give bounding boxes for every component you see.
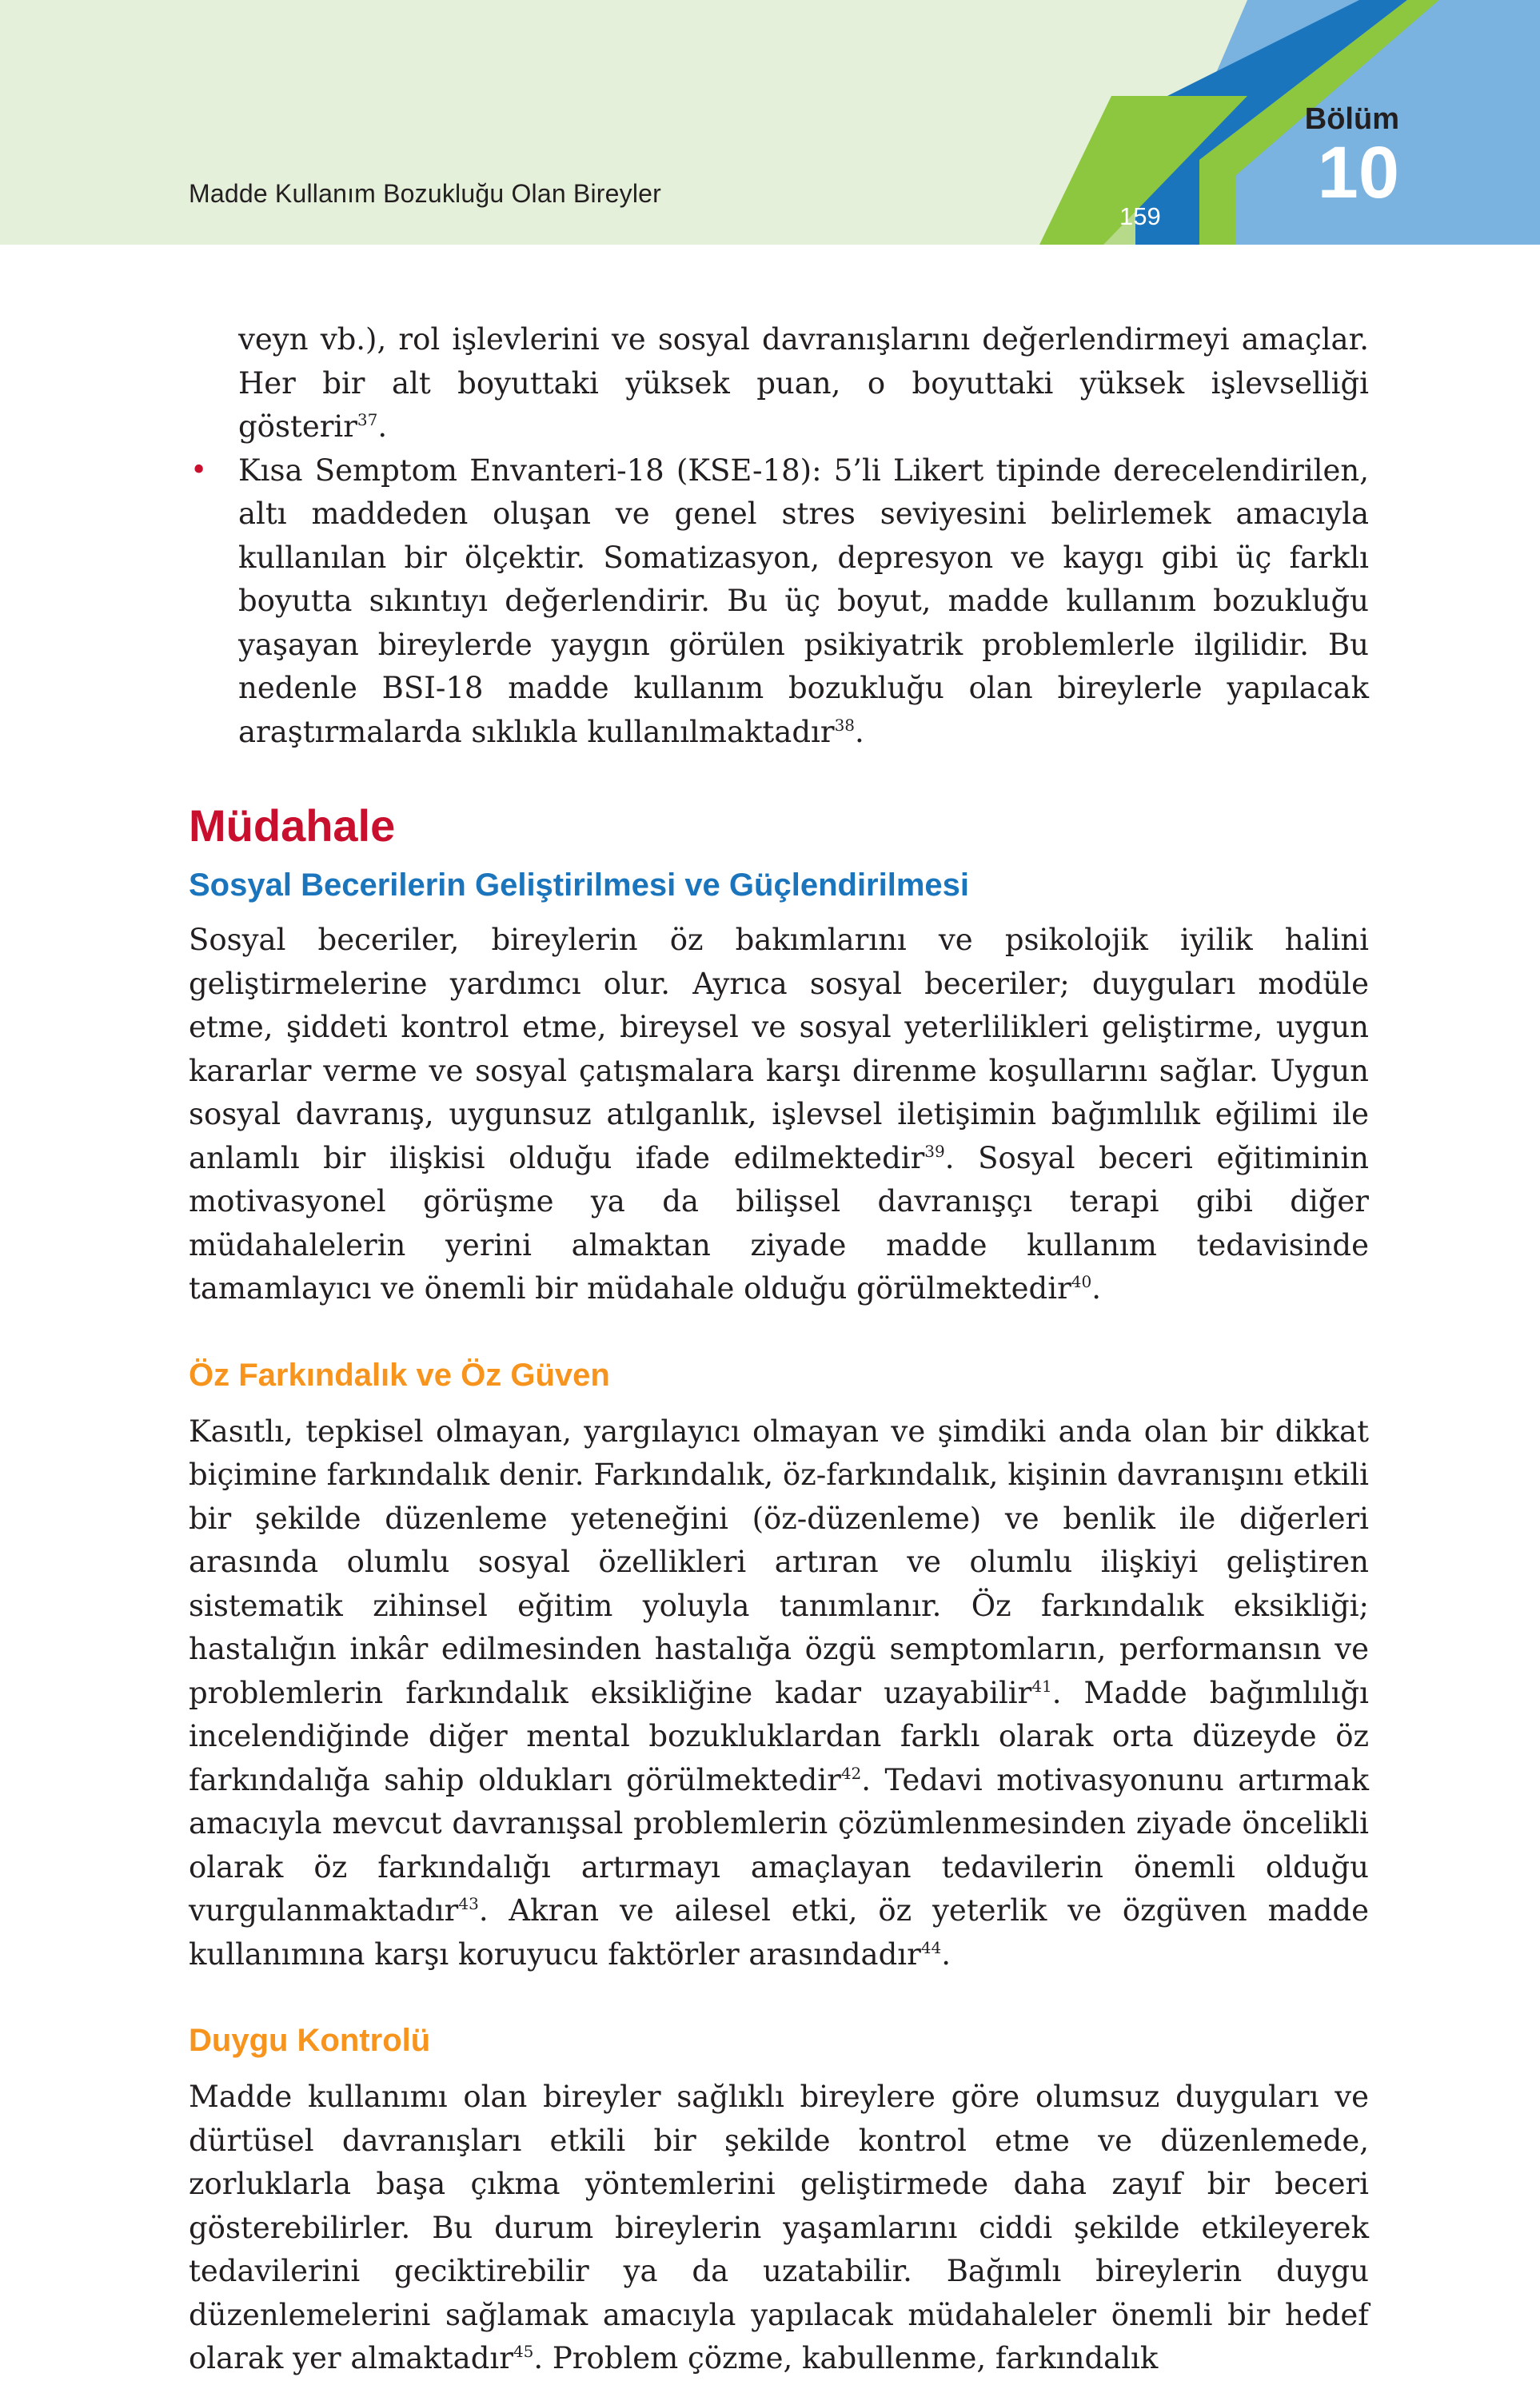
bullet-icon: • — [190, 453, 208, 487]
footnote-ref: 43 — [458, 1894, 479, 1913]
footnote-ref: 37 — [357, 410, 378, 429]
paragraph-social-skills: Sosyal beceriler, bireylerin öz bakımlarını ve psikolojik iyilik halini geliştirmelerine yardımcı olur. Ayrıca sosyal beceriler; duyguları modüle etme, şiddeti kontrol etme, bireysel ve sosyal yeterlilikleri geliştirme, uygun kararlar verme ve sosyal çatışmalara karşı direnme koşullarını sağlar. Uygun sosyal davranış, uygunsuz atılganlık, işlevsel iletişimin bağımlılık eğilimi ile anlamlı bir ilişkisi olduğu ifade edilmektedir$^{39}$. Sosyal beceri eğitiminin motivasyonel görüşme ya da bilişsel davranışçı terapi gibi diğer müdahalelerin yerini almaktan ziyade madde kullanım tedavisinde tamamlayıcı ve önemli bir müdahale olduğu görülmektedir$^{40}$. — [189, 923, 1369, 1306]
page-number: 159 — [1119, 202, 1161, 230]
chapter-label: Bölüm — [1304, 102, 1399, 136]
page-content — [189, 318, 1369, 2381]
subsection-title-social-skills: Sosyal Becerilerin Geliştirilmesi ve Güçlendirilmesi — [189, 867, 970, 903]
footnote-ref: 39 — [924, 1141, 945, 1161]
subsection-title-emotion-control: Duygu Kontrolü — [189, 2023, 431, 2058]
running-head-title: Madde Kullanım Bozukluğu Olan Bireyler — [189, 179, 662, 208]
bullet-item-kse18: • Kısa Semptom Envanteri-18 (KSE-18): 5’li Likert tipinde derecelendirilen, altı maddeden oluşan ve genel stres seviyesini belirlemek amacıyla kullanılan bir ölçektir. Somatizasyon, depresyon ve kaygı gibi üç farklı boyutta sıkıntıyı değerlendirir. Bu üç boyut, madde kullanım bozukluğu yaşayan bireylerde yaygın görülen psikiyatrik problemlerle ilgilidir. Bu nedenle BSI-18 madde kullanım bozukluğu olan bireylerle yapılacak araştırmalarda sıklıkla kullanılmaktadır$^{38}$. — [189, 449, 1369, 755]
footnote-ref: 45 — [513, 2342, 534, 2361]
paragraph-emotion-control: Madde kullanımı olan bireyler sağlıklı bireylere göre olumsuz duyguları ve dürtüsel davranışları etkili bir şekilde kontrol etme ve düzenlemede, zorluklarla başa çıkma yöntemlerini geliştirmede daha zayıf bir beceri gösterebilirler. Bu durum bireylerin yaşamlarını ciddi şekilde etkileyerek tedavilerini geciktirebilir ya da uzatabilir. Bağımlı bireylerin duygu düzenlemelerini sağlamak amacıyla yapılacak müdahaleler önemli bir hedef olarak yer almaktadır$^{45}$. Problem çözme, kabullenme, farkındalık — [189, 2080, 1369, 2375]
chapter-number: 10 — [1317, 132, 1399, 213]
footnote-ref: 44 — [920, 1937, 942, 1957]
footnote-ref: 41 — [1031, 1676, 1052, 1696]
section-title: Müdahale — [189, 800, 396, 851]
subsection-title-self-awareness: Öz Farkındalık ve Öz Güven — [189, 1357, 610, 1393]
footnote-ref: 42 — [840, 1763, 862, 1783]
footnote-ref: 40 — [1071, 1272, 1092, 1291]
footnote-ref: 38 — [834, 715, 856, 735]
continued-paragraph: veyn vb.), rol işlevlerini ve sosyal davranışlarını değerlendirmeyi amaçlar. Her bir alt boyuttaki yüksek puan, o boyuttaki yüksek işlevselliği gösterir$^{37}$. — [238, 322, 1369, 444]
paragraph-self-awareness: Kasıtlı, tepkisel olmayan, yargılayıcı olmayan ve şimdiki anda olan bir dikkat biçimine farkındalık denir. Farkındalık, öz-farkındalık, kişinin davranışını etkili bir şekilde düzenleme yeteneğini (öz-düzenleme) ve benlik ile diğerleri arasında olumlu sosyal özellikleri artıran ve olumlu ilişkiyi geliştiren sistematik zihinsel eğitim yoluyla tanımlanır. Öz farkındalık eksikliği; hastalığın inkâr edilmesinden hastalığa özgü semptomların, performansın ve problemlerin farkındalık eksikliğine kadar uzayabilir$^{41}$. Madde bağımlılığı incelendiğinde diğer mental bozukluklardan farklı olarak orta düzeyde öz farkındalığa sahip oldukları görülmektedir$^{42}$. Tedavi motivasyonunu artırmak amacıyla mevcut davranışsal problemlerin çözümlenmesinden ziyade öncelikli olarak öz farkındalığı artırmayı amaçlayan tedavilerin önemli olduğu vurgulanmaktadır$^{43}$. Akran ve ailesel etki, öz yeterlik ve özgüven madde kullanımına karşı koruyucu faktörler arasındadır$^{44}$. — [189, 1414, 1370, 1972]
